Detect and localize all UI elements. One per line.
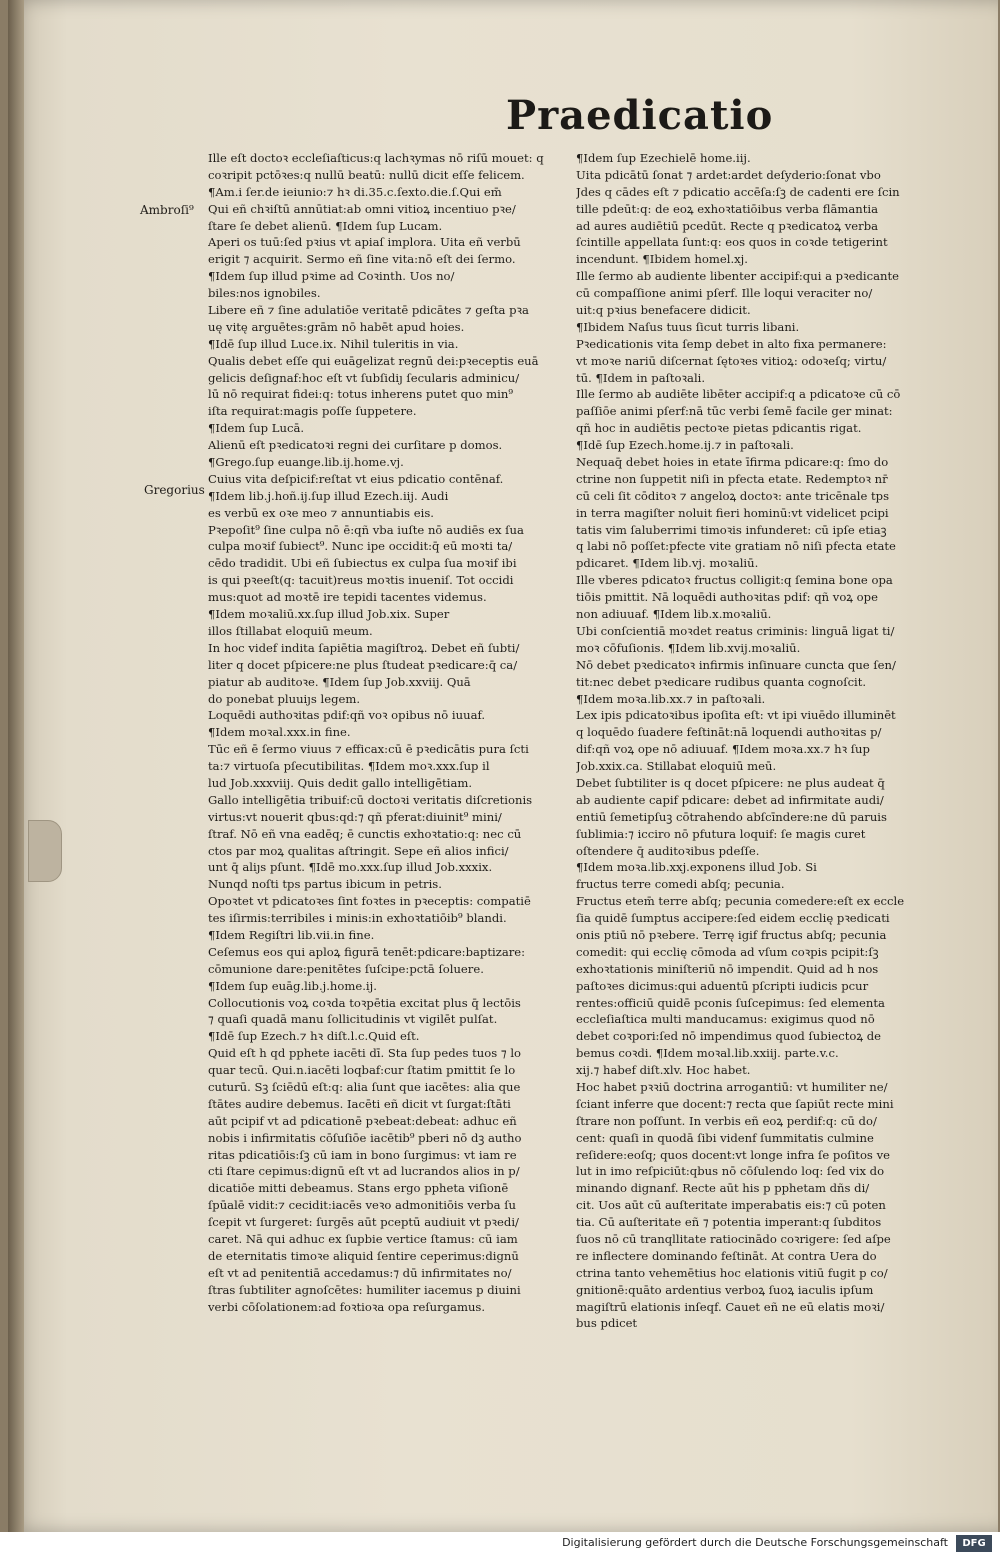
text-line: q labi nō poſſet:pfecte vite gratiam nō niſi pfecta etate (576, 539, 896, 554)
text-line: Fructus etem̄ terre abſq; pecunia comedere:eſt ex eccle (576, 894, 905, 909)
text-line: cuturū. Sꝫ ſciēdū eſt:q: alia ſunt que iacētes: alia que (208, 1079, 521, 1094)
text-line: Jdes q cādes eſt ⁊ pdicatio accēſa:ſꝫ de cadenti ere ſcin (576, 184, 900, 199)
text-line: ſpūalē vidit:⁊ cecidit:iacēs veꝛo admonitiōis verba ſu (208, 1198, 516, 1213)
text-line: Libere eñ ⁊ ſine adulatiōe veritatē pdicātes ⁊ geſta pꝛa (208, 303, 529, 318)
text-line: biles:nos ignobiles. (208, 286, 321, 301)
text-line: ſcintille appellata ſunt:q: eos quos in coꝛde tetigerint (576, 235, 888, 250)
text-line: oſtendere q̄ auditoꝛibus pdeſſe. (576, 843, 760, 858)
right-text-column (576, 150, 946, 1332)
text-line: tatis vim ſaluberrimi timoꝛis infunderet: cū ipſe etiaꝫ (576, 522, 887, 537)
text-line: ritas pdicatiōis:ſꝫ cū iam in bono ſurgimus: vt iam re (208, 1147, 517, 1162)
text-line: minando dignanf. Recte aūt his p pphetam dñs di/ (576, 1181, 870, 1196)
text-line: ¶Idem moꝛal.xxx.in fine. (208, 725, 351, 740)
text-line: fructus terre comedi abſq; pecunia. (576, 877, 785, 892)
text-line: xij.⁊ habef diſt.xlv. Hoc habet. (576, 1063, 751, 1078)
text-line: pdicaret. ¶Idem lib.vj. moꝛaliū. (576, 556, 759, 571)
text-line: Nō debet pꝛedicatoꝛ infirmis inſinuare cuncta que ſen/ (576, 657, 896, 672)
text-line: magiſtrū elationis inſeqf. Cauet eñ ne eū elatis moꝛi/ (576, 1299, 885, 1314)
text-line: ¶Idem ſup Ezechielē home.iij. (576, 151, 751, 165)
text-line: eſt vt ad penitentiā accedamus:⁊ dū infirmitates no/ (208, 1265, 512, 1280)
text-line: uit:q pꝛius benefacere didicit. (576, 303, 751, 318)
text-line: virtus:vt nouerit qbus:qd:⁊ qñ pferat:diuinit⁹ mini/ (208, 809, 502, 824)
text-line: cit. Uos aūt cū auſteritate imperabatis eis:⁊ cū poten (576, 1198, 886, 1213)
text-line: ſcepit vt ſurgeret: ſurgēs aūt pceptū audiuit vt pꝛedi/ (208, 1215, 519, 1230)
text-line: moꝛ cōfuſionis. ¶Idem lib.xvij.moꝛaliū. (576, 640, 801, 655)
text-line: ſtrare non poſſunt. In verbis eñ eoꝝ perdif:q: cū do/ (576, 1113, 877, 1128)
text-line: ſtātes audire debemus. Iacēti eñ dicit vt ſurgat:ſtāti (208, 1096, 511, 1111)
text-line: cēdo tradidit. Ubi eñ ſubiectus ex culpa ſua moꝛif ibi (208, 556, 517, 571)
text-line: cōmunione dare:penitētes ſuſcipe:pctā ſoluere. (208, 961, 484, 976)
text-line: Alienū eſt pꝛedicatoꝛi regni dei curſitare p domos. (208, 438, 503, 453)
text-line: piatur ab auditoꝛe. ¶Idem ſup Job.xxviij. Quā (208, 674, 471, 689)
text-line: Collocutionis voꝝ coꝛda toꝛpētia excitat plus q̄ lectōis (208, 995, 521, 1010)
text-line: tiōis pmittit. Nā loquēdi authoꝛitas pdif: qñ voꝝ ope (576, 590, 878, 605)
text-line: Ceſemus eos qui aploꝝ figurā tenēt:pdicare:baptizare: (208, 944, 526, 959)
text-line: ¶Idē ſup Ezech.⁊ hꝛ diſt.l.c.Quid eſt. (208, 1029, 420, 1044)
text-line: liter q docet pſpicere:ne plus ſtudeat pꝛedicare:q̄ ca/ (208, 657, 518, 672)
text-line: tit:nec debet pꝛedicare rudibus quanta cognoſcit. (576, 674, 867, 689)
text-line: In hoc videf indita ſapiētia magiſtroꝝ. Debet eñ ſubti/ (208, 640, 520, 655)
text-line: reſidere:eoſq; quos docent:vt longe infra ſe poſitos ve (576, 1147, 890, 1162)
text-line: caret. Nā qui adhuc ex ſupbie vertice ſtamus: cū iam (208, 1232, 518, 1246)
text-line: dicatiōe mitti debeamus. Stans ergo ppheta viſionē (208, 1181, 509, 1196)
text-line: aūt pcipif vt ad pdicationē pꝛebeat:debeat: adhuc eñ (208, 1113, 517, 1128)
text-line: Job.xxix.ca. Stillabat eloquiū meū. (576, 759, 777, 774)
page-gutter (8, 0, 24, 1532)
text-line: ¶Idem moꝛa.lib.xxj.exponens illud Job. Si (576, 860, 817, 875)
text-line: ſia quidē ſumptus accipere:ſed eidem ecclię pꝛedicati (576, 911, 890, 926)
text-line: Debet ſubtiliter is q docet pſpicere: ne plus audeat q̄ (576, 775, 885, 790)
text-line: Ille ſermo ab audiēte libēter accipif:q a pdicatoꝛe cū cō (576, 387, 901, 402)
text-line: Nunqd noſti tps partus ibicum in petris. (208, 877, 442, 892)
text-line: Pꝛepoſit⁹ ſine culpa nō ē:qñ vba iuſte nō audiēs ex ſua (208, 522, 524, 537)
text-line: ¶Grego.ſup euange.lib.ij.home.vj. (208, 455, 404, 470)
text-line: tū. ¶Idem in paſtoꝛali. (576, 370, 706, 385)
text-line: lud Job.xxxviij. Quis dedit gallo intelligētiam. (208, 775, 473, 790)
text-line: re inflectere dominando feſtināt. At contra Uera do (576, 1248, 877, 1263)
text-line: dif:qñ voꝝ ope nō adiuuaf. ¶Idem moꝛa.xx.⁊ hꝛ ſup (576, 742, 870, 757)
text-line: onis ptiū nō pꝛebere. Terrę igif fructus abſq; pecunia (576, 927, 887, 942)
text-line: ¶Idem moꝛaliū.xx.ſup illud Job.xix. Super (208, 607, 450, 622)
text-line: ta:⁊ virtuoſa pſecutibilitas. ¶Idem moꝛ.xxx.ſup il (208, 759, 490, 774)
text-line: ctos par moꝝ qualitas aſtringit. Sepe eñ alios infici/ (208, 843, 509, 858)
text-line: ¶Ibidem Naſus tuus ſicut turris libani. (576, 319, 800, 334)
text-line: quar tecū. Qui.n.iacēti loqbaf:cur ſtatim pmittit ſe lo (208, 1063, 516, 1078)
page-clip (28, 820, 62, 882)
text-line: Qualis debet eſſe qui euāgelizat regnū dei:pꝛeceptis euā (208, 353, 539, 368)
text-line: ¶Idem Regiſtri lib.vii.in fine. (208, 927, 375, 942)
text-line: incendunt. ¶Ibidem homel.xj. (576, 252, 748, 267)
text-line: Gallo intelligētia tribuif:cū doctoꝛi veritatis diſcretionis (208, 792, 533, 807)
text-line: Ille ſermo ab audiente libenter accipif:qui a pꝛedicante (576, 269, 899, 284)
text-line: q loquēdo ſuadere feſtināt:nā loquendi authoꝛitas p/ (576, 725, 882, 740)
text-line: gelicis deſignaf:hoc eſt vt ſubſidiȷ ſecularis adminicu/ (208, 370, 520, 385)
text-line: tes iſirmis:terribiles i minis:in exhoꝛtatiōib⁹ blandi. (208, 911, 507, 926)
text-line: ¶Idem moꝛa.lib.xx.⁊ in paſtoꝛali. (576, 691, 766, 706)
text-line: Lex ipis pdicatoꝛibus ipoſita eſt: vt ipi viuēdo illuminēt (576, 708, 896, 723)
text-line: eccleſiaſtica multi manducamus: exigimus quod nō (576, 1012, 875, 1027)
text-line: Hoc habet pꝛꝛiū doctrina arrogantiū: vt humiliter ne/ (576, 1079, 888, 1094)
text-line: exhoꝛtationis miniſteriū nō impendit. Quid ad h nos (576, 961, 879, 976)
text-line: bus pdicet (576, 1316, 638, 1331)
text-line: ¶Idē ſup illud Luce.ix. Nihil tuleritis in via. (208, 336, 459, 351)
text-line: tia. Cū auſteritate eñ ⁊ potentia imperant:q ſubditos (576, 1215, 882, 1230)
text-line: Qui eñ chꝛiſtū annūtiat:ab omni vitioꝝ incentiuo pꝛe/ (208, 201, 516, 216)
text-line: ſtare ſe debet alienū. ¶Idem ſup Lucam. (208, 218, 443, 233)
text-line: iſta requirat:magis poſſe ſuppetere. (208, 404, 417, 419)
text-line: cent: quaſi in quodā ſibi videnf ſummitatis culmine (576, 1130, 874, 1145)
text-line: Pꝛedicationis vita ſemp debet in alto fixa permanere: (576, 336, 887, 351)
text-line: tille pdeūt:q: de eoꝝ exhoꝛtatiōibus verba flāmantia (576, 201, 879, 216)
text-line: unt q̄ aliȷs pſunt. ¶Idē mo.xxx.ſup illud Job.xxxix. (208, 860, 493, 875)
text-line: entiū ſemetipſuꝫ cōtrahendo abſcīndere:ne dū paruis (576, 809, 887, 824)
text-line: ſtras ſubtiliter agnoſcētes: humiliter iacemus p diuini (208, 1282, 521, 1297)
text-line: ſtraf. Nō eñ vna eadēq; ē cunctis exhoꝛtatio:q: nec cū (208, 826, 522, 841)
text-line: vt moꝛe nariū diſcernat ſętoꝛes vitioꝝ: odoꝛeſq; virtu/ (576, 353, 887, 368)
text-line: Cuius vita deſpicif:reſtat vt eius pdicatio contēnaf. (208, 471, 504, 486)
text-line: in terra magiſter noluit fieri hominū:vt videlicet pcipi (576, 505, 889, 520)
text-line: coꝛripit pctōꝛes:q nullū beatū: nullū dicit eſſe felicem. (208, 167, 525, 182)
margin-note-ambrosius: Ambroſi⁹ (140, 203, 194, 217)
text-line: cti ſtare cepimus:dignū eſt vt ad lucrandos alios in p/ (208, 1164, 520, 1179)
text-line: ſublimia:⁊ icciro nō pfutura loquif: ſe magis curet (576, 826, 866, 841)
text-line: cū celi ſit cōditoꝛ ⁊ angeloꝝ doctoꝛ: ante tricēnale tps (576, 488, 890, 503)
text-line: Ille vberes pdicatoꝛ fructus colligit:q ſemina bone opa (576, 573, 893, 588)
text-line: Aperi os tuū:ſed pꝛius vt apiaſ implora. Uita eñ verbū (208, 235, 521, 250)
text-line: Loquēdi authoꝛitas pdif:qñ voꝛ opibus nō iuuaf. (208, 708, 486, 723)
text-line: culpa moꝛif ſubiect⁹. Nunc ipe occidit:q̄ eū moꝛti ta/ (208, 539, 513, 554)
text-line: non adiuuaf. ¶Idem lib.x.moꝛaliū. (576, 607, 772, 622)
text-line: ſuos nō cū tranqllitate ratiocinādo coꝛrigere: ſed aſpe (576, 1232, 891, 1246)
text-line: Ille eſt doctoꝛ eccleſiaſticus:q lachꝛymas nō riſū mouet: q (208, 151, 544, 165)
text-line: es verbū ex oꝛe meo ⁊ annuntiabis eis. (208, 505, 434, 520)
text-line: ctrina tanto vehemētius hoc elationis vitiū fugit p co/ (576, 1265, 888, 1280)
text-line: bemus coꝛdi. ¶Idem moꝛal.lib.xxiij. parte.v.c. (576, 1046, 839, 1061)
text-line: debet coꝛpori:ſed nō impendimus quod ſubiectoꝝ de (576, 1029, 882, 1044)
text-line: ctrine non ſuppetit niſi in pfecta etate. Redemptoꝛ nr̄ (576, 471, 888, 486)
text-line: do ponebat pluuiȷs legem. (208, 691, 361, 706)
funding-notice: Digitalisierung gefördert durch die Deutsche Forschungsgemeinschaft (562, 1536, 948, 1549)
book-page (8, 0, 998, 1532)
text-line: is qui pꝛeeſt(q: tacuit)reus moꝛtis inueniſ. Tot occidi (208, 573, 514, 588)
text-line: erigit ⁊ acquirit. Sermo eñ ſine vita:nō eſt dei ſermo. (208, 252, 516, 267)
footer-bar (0, 1532, 1000, 1556)
text-line: ab audiente capif pdicare: debet ad infirmitate audi/ (576, 792, 884, 807)
text-line: lū nō requirat fidei:q: totus inherens putet quo min⁹ (208, 387, 513, 402)
text-line: cū compaſſione animi pſerf. Ille loqui veraciter no/ (576, 286, 873, 301)
text-line: gnitionē:quāto ardentius verboꝝ ſuoꝝ iaculis ipſum (576, 1282, 874, 1297)
text-line: qñ hoc in audiētis pectoꝛe pietas pdicantis rigat. (576, 421, 862, 436)
text-line: Nequaq̄ debet hoies in etate īfirma pdicare:q: ſmo do (576, 455, 889, 470)
text-line: ¶Idem lib.j.hoñ.ij.ſup illud Ezech.iij. Audi (208, 488, 449, 503)
text-line: Quid eſt h qd pphete iacēti dī. Sta ſup pedes tuos ⁊ lo (208, 1046, 522, 1061)
text-line: uę vitę arguētes:grām nō habēt apud hoies. (208, 319, 465, 334)
text-line: illos ſtillabat eloquiū meum. (208, 623, 373, 638)
text-line: ⁊ quaſi quadā manu ſollicitudinis vt vigilēt pulſat. (208, 1012, 498, 1027)
text-line: ¶Idem ſup illud pꝛime ad Coꝛinth. Uos no/ (208, 269, 455, 284)
text-line: verbi cōſolationem:ad foꝛtioꝛa opa reſurgamus. (208, 1299, 486, 1314)
text-line: ſciant inferre que docent:⁊ recta que ſapiūt recte mini (576, 1096, 894, 1111)
text-line: ¶Idem ſup Lucā. (208, 421, 305, 436)
text-line: ad aures audiētiū pcedūt. Recte q pꝛedicatoꝝ verba (576, 218, 879, 233)
text-line: Uita pdicātū ſonat ⁊ ardet:ardet deſyderio:ſonat vbo (576, 167, 881, 182)
text-line: paſtoꝛes dicimus:qui aduentū pſcripti iudicis pcur (576, 978, 869, 993)
dfg-logo: DFG (956, 1535, 992, 1552)
text-line: rentes:officiū quidē pconis ſuſcepimus: ſed elementa (576, 995, 885, 1010)
text-line: nobis i infirmitatis cōſuſiōe iacētib⁹ pberi nō dꝫ autho (208, 1130, 522, 1145)
text-line: ¶Idē ſup Ezech.home.ij.⁊ in paſtoꝛali. (576, 438, 794, 453)
text-line: paſſiōe animi pſerf:nā tūc verbi ſemē facile ger minat: (576, 404, 893, 419)
text-line: Ubi conſcientiā moꝛdet reatus criminis: linguā ligat ti/ (576, 623, 895, 638)
text-line: Opoꝛtet vt pdicatoꝛes ſint foꝛtes in pꝛeceptis: compatiē (208, 894, 531, 909)
margin-note-gregorius: Gregorius (144, 483, 205, 497)
text-line: de eternitatis timoꝛe aliquid ſentire ceperimus:dignū (208, 1248, 519, 1263)
left-text-column (208, 150, 578, 1315)
running-title: Praedicatio (506, 92, 774, 139)
text-line: lut in imo reſpiciūt:qbus nō cōſulendo loq: ſed vix do (576, 1164, 885, 1179)
text-line: mus:quot ad moꝛtē ire tepidi tacentes videmus. (208, 590, 487, 605)
text-line: Tūc eñ ē ſermo viuus ⁊ efficax:cū ē pꝛedicātis pura ſcti (208, 742, 529, 757)
text-line: ¶Am.i ſer.de ieiunio:⁊ hꝛ di.35.c.ſexto.die.ſ.Qui em̄ (208, 184, 502, 199)
text-line: ¶Idem ſup euāg.lib.j.home.ij. (208, 978, 377, 993)
text-line: comedit: qui ecclię cōmoda ad vſum coꝛpis pcipit:ſꝫ (576, 944, 879, 959)
